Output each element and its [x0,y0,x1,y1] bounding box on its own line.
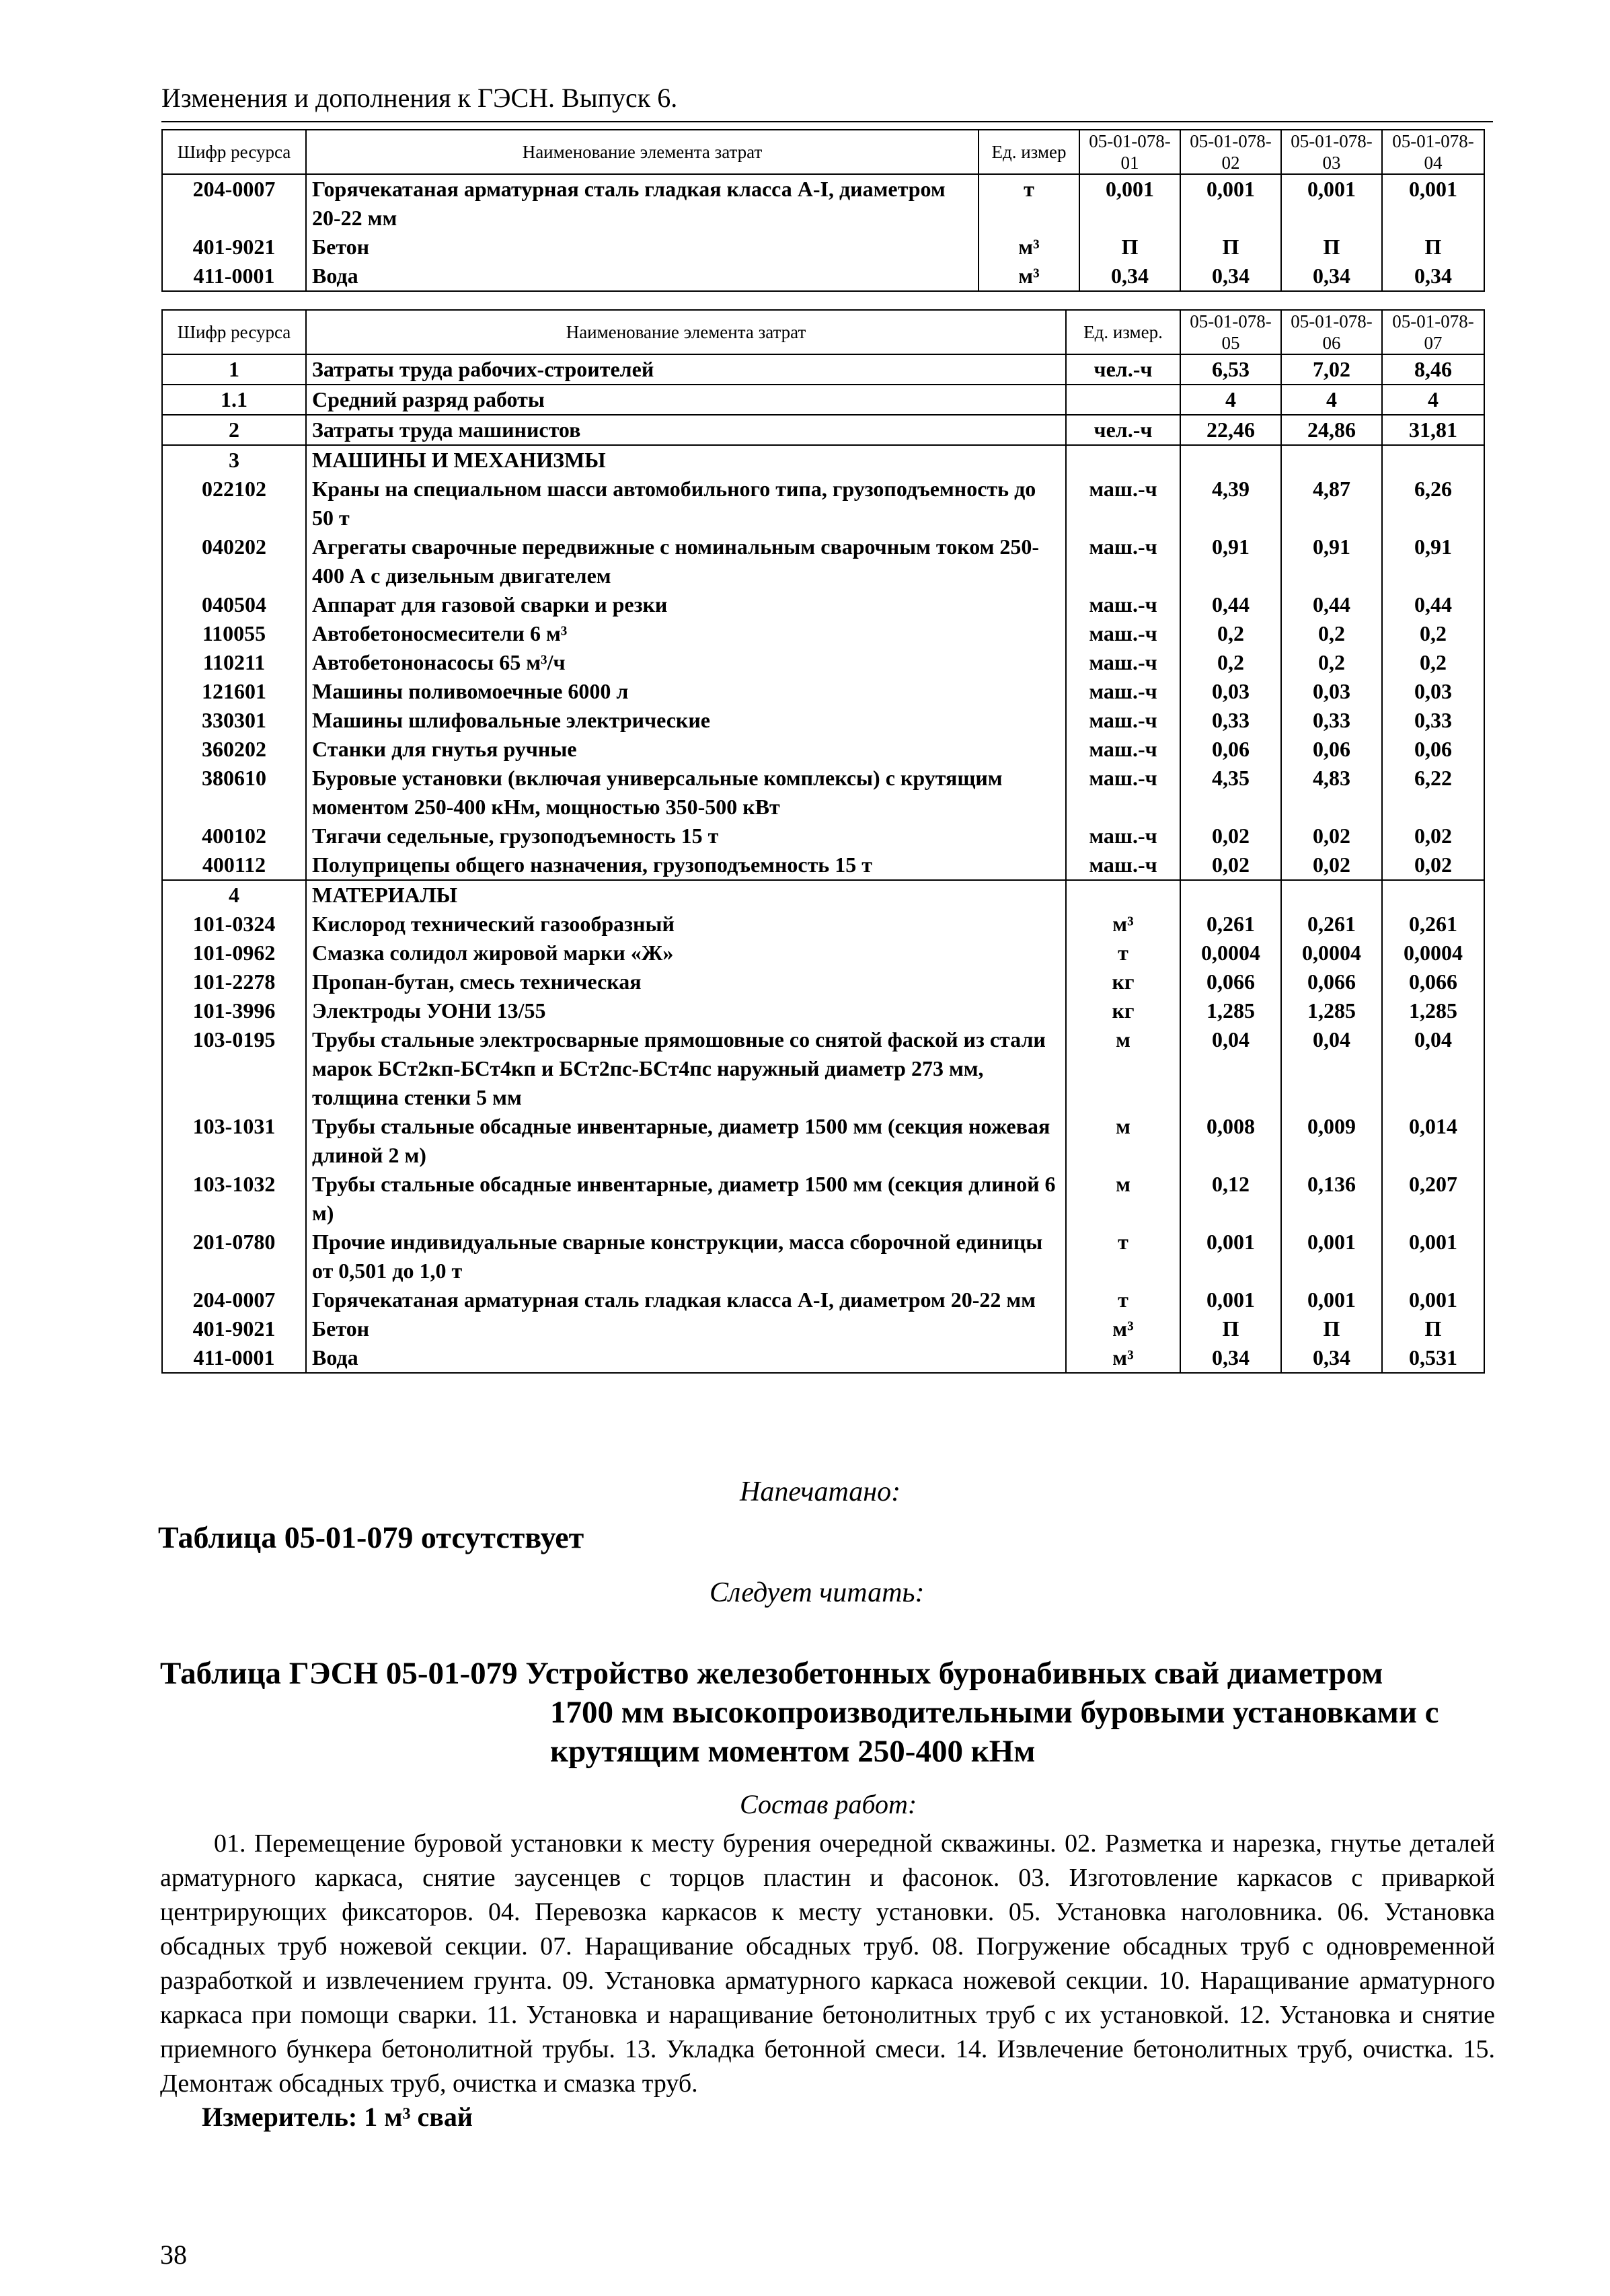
cell-name: Автобетононасосы 65 м³/ч [306,648,1066,677]
cell-v: 0,03 [1180,677,1281,706]
cell-v: П [1382,233,1484,262]
cell-code: 101-2278 [162,967,306,996]
cell-unit: кг [1066,967,1180,996]
cell-v: 0,12 [1180,1170,1281,1228]
cell-v [1382,880,1484,910]
cell-code: 400102 [162,822,306,850]
cell-v: 0,001 [1281,1285,1382,1314]
cell-v: 0,207 [1382,1170,1484,1228]
cell-v: 4 [1281,385,1382,415]
cell-code: 101-3996 [162,996,306,1025]
cell-v: 0,44 [1281,590,1382,619]
cell-v: 4,83 [1281,764,1382,822]
printed-label: Напечатано: [740,1476,901,1507]
table-row [162,677,1484,706]
cell-v: П [1079,233,1180,262]
resource-table-078-05-07 [161,309,1485,1374]
cell-name: Кислород технический газообразный [306,910,1066,939]
cell-name: Трубы стальные обсадные инвентарные, диаметр 1500 мм (секция ножевая длиной 2 м) [306,1112,1066,1170]
cell-v: 0,02 [1281,850,1382,880]
cell-v: 0,001 [1180,1228,1281,1285]
cell-name: Горячекатаная арматурная сталь гладкая класса А-I, диаметром 20-22 мм [306,174,979,233]
table-row [162,880,1484,910]
cell-v: 0,066 [1281,967,1382,996]
cell-name: Тягачи седельные, грузоподъемность 15 т [306,822,1066,850]
cell-code: 040202 [162,532,306,590]
table-row [162,532,1484,590]
cell-v: 0,33 [1382,706,1484,735]
cell-name: Пропан-бутан, смесь техническая [306,967,1066,996]
cell-v: 0,001 [1382,174,1484,233]
cell-name: МАТЕРИАЛЫ [306,880,1066,910]
table-body [162,354,1484,1373]
cell-code: 121601 [162,677,306,706]
cell-v: П [1180,1314,1281,1343]
cell-v: 0,001 [1079,174,1180,233]
cell-name: Буровые установки (включая универсальные комплексы) с крутящим моментом 250-400 кНм, мощностью 350-500 кВт [306,764,1066,822]
cell-name: Автобетоносмесители 6 м³ [306,619,1066,648]
cell-code: 101-0962 [162,939,306,967]
cell-v: 0,2 [1281,619,1382,648]
cell-v: 0,34 [1180,262,1281,291]
cell-unit: чел.-ч [1066,354,1180,385]
table-row [162,475,1484,532]
table-row [162,385,1484,415]
cell-v [1281,880,1382,910]
cell-unit [1066,880,1180,910]
cell-unit: маш.-ч [1066,735,1180,764]
cell-name: МАШИНЫ И МЕХАНИЗМЫ [306,445,1066,475]
gesn-table-title [160,1654,1495,1771]
cell-v: 0,34 [1382,262,1484,291]
title-line-1: Таблица ГЭСН 05-01-079 Устройство железобетонных буронабивных свай диаметром [160,1656,1383,1691]
cell-name: Агрегаты сварочные передвижные с номинальным сварочным током 250-400 А с дизельным двигателем [306,532,1066,590]
cell-name: Машины шлифовальные электрические [306,706,1066,735]
cell-name: Смазка солидол жировой марки «Ж» [306,939,1066,967]
cell-v: 0,0004 [1382,939,1484,967]
table-row [162,445,1484,475]
cell-name: Бетон [306,1314,1066,1343]
cell-v: П [1382,1314,1484,1343]
cell-code: 101-0324 [162,910,306,939]
cell-v: 0,02 [1382,850,1484,880]
cell-unit: маш.-ч [1066,475,1180,532]
cell-v: 0,001 [1180,1285,1281,1314]
cell-v: 6,22 [1382,764,1484,822]
table-row [162,1314,1484,1343]
cell-name: Вода [306,262,979,291]
cell-v: 0,001 [1382,1228,1484,1285]
table-row [162,1112,1484,1170]
cell-code: 1.1 [162,385,306,415]
cell-v: 0,2 [1281,648,1382,677]
resource-table-078-01-04 [161,129,1485,292]
cell-v: 0,44 [1180,590,1281,619]
cell-v: 0,0004 [1180,939,1281,967]
cell-unit: маш.-ч [1066,648,1180,677]
cell-v: 0,03 [1281,677,1382,706]
table-row [162,590,1484,619]
cell-v: 0,44 [1382,590,1484,619]
cell-code: 103-1031 [162,1112,306,1170]
running-header: Изменения и дополнения к ГЭСН. Выпуск 6. [161,79,1493,122]
cell-code: 2 [162,415,306,445]
column-header: Шифр ресурса [162,310,306,354]
cell-v: 1,285 [1281,996,1382,1025]
cell-v: 4,35 [1180,764,1281,822]
cell-unit: маш.-ч [1066,619,1180,648]
table-row [162,262,1484,291]
cell-name: Затраты труда машинистов [306,415,1066,445]
cell-code: 3 [162,445,306,475]
cell-code: 201-0780 [162,1228,306,1285]
cell-unit: маш.-ч [1066,706,1180,735]
cell-v: 0,261 [1281,910,1382,939]
cell-v: 0,261 [1382,910,1484,939]
cell-code: 360202 [162,735,306,764]
column-header: 05-01-078-01 [1079,130,1180,174]
cell-code: 103-0195 [162,1025,306,1112]
table-header-row [162,310,1484,354]
column-header: Ед. измер. [1066,310,1180,354]
cell-name: Горячекатаная арматурная сталь гладкая класса А-I, диаметром 20-22 мм [306,1285,1066,1314]
table-row [162,764,1484,822]
table-row [162,939,1484,967]
cell-code: 400112 [162,850,306,880]
cell-v: 0,2 [1180,648,1281,677]
cell-code: 4 [162,880,306,910]
should-read-label: Следует читать: [710,1577,925,1608]
cell-unit: маш.-ч [1066,850,1180,880]
cell-v: 0,009 [1281,1112,1382,1170]
table-row [162,1170,1484,1228]
cell-v: 0,261 [1180,910,1281,939]
cell-unit: м³ [979,262,1079,291]
column-header: 05-01-078-03 [1281,130,1382,174]
cell-v: 4 [1180,385,1281,415]
column-header: 05-01-078-06 [1281,310,1382,354]
cell-v: 1,285 [1180,996,1281,1025]
cell-v: 0,02 [1180,850,1281,880]
cell-v: 0,34 [1281,1343,1382,1373]
cell-unit: т [1066,1285,1180,1314]
cell-v: 0,91 [1180,532,1281,590]
cell-name: Вода [306,1343,1066,1373]
cell-v: 24,86 [1281,415,1382,445]
cell-v: П [1180,233,1281,262]
cell-v: 0,04 [1180,1025,1281,1112]
cell-code: 401-9021 [162,1314,306,1343]
cell-unit: маш.-ч [1066,590,1180,619]
cell-code: 022102 [162,475,306,532]
cell-v: 0,06 [1281,735,1382,764]
title-continuation: 1700 мм высокопроизводительными буровыми установками с крутящим моментом 250-400 кНм [550,1695,1439,1769]
cell-unit: м³ [1066,1343,1180,1373]
cell-code: 204-0007 [162,174,306,233]
column-header: Шифр ресурса [162,130,306,174]
cell-v: 0,531 [1382,1343,1484,1373]
cell-v: 7,02 [1281,354,1382,385]
cell-unit: т [1066,939,1180,967]
table-row [162,354,1484,385]
cell-v: 0,33 [1180,706,1281,735]
cell-v: 4 [1382,385,1484,415]
cell-code: 204-0007 [162,1285,306,1314]
cell-code: 040504 [162,590,306,619]
cell-v: 0,136 [1281,1170,1382,1228]
cell-v: 0,06 [1180,735,1281,764]
table-row [162,174,1484,233]
cell-unit: маш.-ч [1066,677,1180,706]
cell-v: 0,008 [1180,1112,1281,1170]
cell-unit: маш.-ч [1066,532,1180,590]
cell-v: 0,33 [1281,706,1382,735]
cell-unit: чел.-ч [1066,415,1180,445]
cell-v: 0,001 [1382,1285,1484,1314]
cell-name: Затраты труда рабочих-строителей [306,354,1066,385]
cell-unit: м³ [1066,910,1180,939]
table-row [162,648,1484,677]
cell-v: 6,53 [1180,354,1281,385]
table-row [162,1025,1484,1112]
cell-name: Полуприцепы общего назначения, грузоподъемность 15 т [306,850,1066,880]
table-body [162,174,1484,291]
cell-name: Средний разряд работы [306,385,1066,415]
column-header: 05-01-078-04 [1382,130,1484,174]
table-row [162,233,1484,262]
cell-v: 1,285 [1382,996,1484,1025]
cell-v: 31,81 [1382,415,1484,445]
cell-v [1180,445,1281,475]
cell-v: 4,87 [1281,475,1382,532]
cell-v: 0,001 [1281,174,1382,233]
cell-code: 380610 [162,764,306,822]
cell-v: 0,014 [1382,1112,1484,1170]
column-header: Наименование элемента затрат [306,310,1066,354]
cell-v: 0,2 [1382,619,1484,648]
cell-v [1382,445,1484,475]
cell-code: 411-0001 [162,262,306,291]
cell-v: 22,46 [1180,415,1281,445]
cell-name: Станки для гнутья ручные [306,735,1066,764]
cell-v: 8,46 [1382,354,1484,385]
cell-unit: м³ [1066,1314,1180,1343]
cell-name: Краны на специальном шасси автомобильного типа, грузоподъемность до 50 т [306,475,1066,532]
table-row [162,996,1484,1025]
missing-table-notice: Таблица 05-01-079 отсутствует [158,1520,584,1554]
cell-name: Машины поливомоечные 6000 л [306,677,1066,706]
cell-name: Трубы стальные обсадные инвентарные, диаметр 1500 мм (секция длиной 6 м) [306,1170,1066,1228]
column-header: Наименование элемента затрат [306,130,979,174]
cell-v: 0,03 [1382,677,1484,706]
cell-v: 0,34 [1079,262,1180,291]
cell-code: 103-1032 [162,1170,306,1228]
cell-code: 411-0001 [162,1343,306,1373]
column-header: 05-01-078-05 [1180,310,1281,354]
cell-unit: маш.-ч [1066,822,1180,850]
table-row [162,850,1484,880]
cell-v: 4,39 [1180,475,1281,532]
table-row [162,1343,1484,1373]
cell-unit: м³ [979,233,1079,262]
cell-v: 0,02 [1180,822,1281,850]
cell-name: Трубы стальные электросварные прямошовные со снятой фаской из стали марок БСт2кп-БСт4кп и БСт2пс-БСт4пс наружный диаметр 273 мм, толщина стенки 5 мм [306,1025,1066,1112]
page-number: 38 [160,2240,187,2270]
cell-v: 0,0004 [1281,939,1382,967]
cell-v: 0,2 [1382,648,1484,677]
column-header: Ед. измер [979,130,1079,174]
cell-code: 110055 [162,619,306,648]
cell-v: 0,04 [1281,1025,1382,1112]
cell-v: 0,34 [1281,262,1382,291]
cell-unit: т [1066,1228,1180,1285]
column-header: 05-01-078-02 [1180,130,1281,174]
table-row [162,706,1484,735]
cell-name: Электроды УОНИ 13/55 [306,996,1066,1025]
cell-unit: м [1066,1170,1180,1228]
cell-name: Прочие индивидуальные сварные конструкции, масса сборочной единицы от 0,501 до 1,0 т [306,1228,1066,1285]
cell-code: 330301 [162,706,306,735]
cell-name: Бетон [306,233,979,262]
cell-v: 0,34 [1180,1343,1281,1373]
work-composition-label: Состав работ: [740,1789,917,1819]
cell-v: 0,06 [1382,735,1484,764]
table-row [162,1285,1484,1314]
cell-v: 0,001 [1180,174,1281,233]
cell-v: 0,04 [1382,1025,1484,1112]
cell-unit: м [1066,1112,1180,1170]
cell-v: 0,02 [1382,822,1484,850]
cell-v: 0,2 [1180,619,1281,648]
cell-unit [1066,445,1180,475]
cell-v: 6,26 [1382,475,1484,532]
measure-unit: Измеритель: 1 м³ свай [202,2102,473,2132]
cell-code: 401-9021 [162,233,306,262]
cell-unit: маш.-ч [1066,764,1180,822]
cell-code: 110211 [162,648,306,677]
table-header-row [162,130,1484,174]
table-row [162,1228,1484,1285]
table-row [162,910,1484,939]
cell-unit [1066,385,1180,415]
cell-v: 0,001 [1281,1228,1382,1285]
cell-v [1281,445,1382,475]
cell-v: 0,066 [1382,967,1484,996]
table-row [162,415,1484,445]
cell-v: 0,91 [1281,532,1382,590]
cell-unit: т [979,174,1079,233]
cell-code: 1 [162,354,306,385]
cell-unit: кг [1066,996,1180,1025]
cell-v [1180,880,1281,910]
work-composition-text: 01. Перемещение буровой установки к месту бурения очередной скважины. 02. Разметка и нарезка, гнутье деталей арматурного каркаса, снятие заусенцев с торцов пластин и фасонок. 03. Изготовление каркасов с приваркой центрирующих фиксаторов. 04. Перевозка каркасов к месту установки. 05. Установка наголовника. 06. Установка обсадных труб ножевой секции. 07. Наращивание обсадных труб. 08. Погружение обсадных труб с одновременной разработкой и извлечением грунта. 09. Установка арматурного каркаса ножевой секции. 10. Наращивание арматурного каркаса при помощи сварки. 11. Установка и наращивание бетонолитных труб с их установкой. 12. Установка и снятие приемного бункера бетонолитной трубы. 13. Укладка бетонной смеси. 14. Извлечение бетонолитных труб, очистка. 15. Демонтаж обсадных труб, очистка и смазка труб. [160,1829,1495,2098]
cell-v: П [1281,1314,1382,1343]
table-row [162,822,1484,850]
table-row [162,735,1484,764]
cell-v: 0,066 [1180,967,1281,996]
cell-v: 0,02 [1281,822,1382,850]
cell-name: Аппарат для газовой сварки и резки [306,590,1066,619]
column-header: 05-01-078-07 [1382,310,1484,354]
cell-v: 0,91 [1382,532,1484,590]
cell-v: П [1281,233,1382,262]
table-row [162,619,1484,648]
cell-unit: м [1066,1025,1180,1112]
table-row [162,967,1484,996]
